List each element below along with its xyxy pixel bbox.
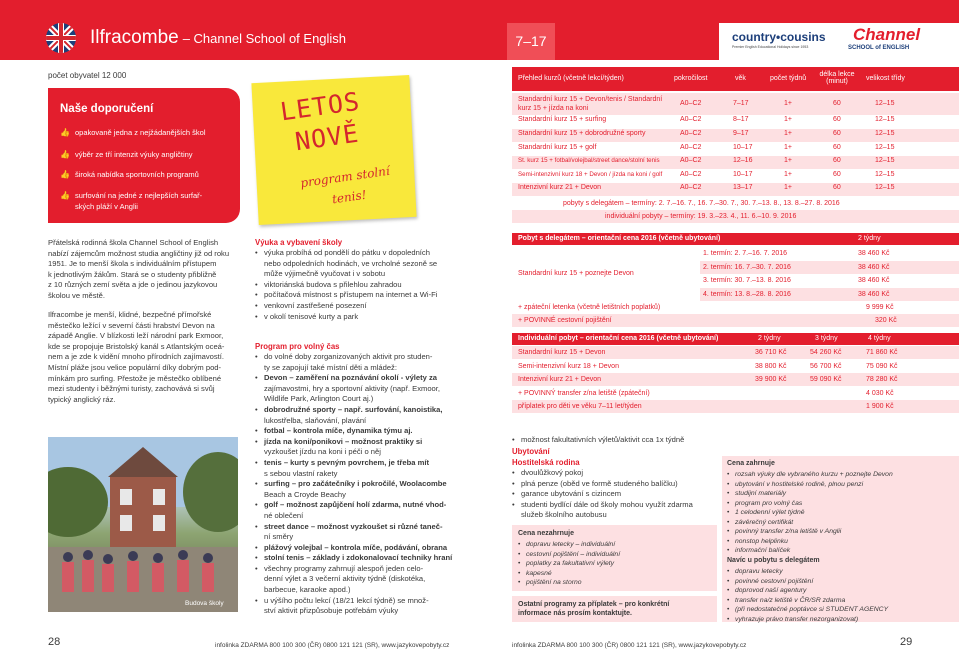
group-extra-price: 320 Kč (875, 317, 897, 324)
list-item: • dopravu letecky (727, 567, 957, 577)
includes-title: Cena zahrnuje (727, 460, 775, 467)
course-cell: 7–17 (733, 100, 749, 107)
equipment-list (255, 248, 450, 322)
other-programs-text: Ostatní programy za příplatek – pro konkrétní (518, 601, 670, 608)
footer-info-right: infolinka ZDARMA 800 100 300 (ČR) 0800 121 121 (SR), www.jazykovepobyty.cz (512, 642, 747, 649)
course-cell: 12–15 (875, 100, 895, 107)
list-item: • možnost fakultativních výletů/aktivit cca 1x týdně (512, 435, 717, 446)
list-item: • street dance – možnost vyzkoušet si různé taneč- ní směry (255, 522, 455, 543)
course-cell: 1+ (784, 130, 792, 137)
group-extra: + zpáteční letenka (včetně letištních poplatků) (518, 304, 661, 311)
photo-caption: Budova školy (185, 600, 224, 607)
courses-header: Přehled kurzů (včetně lekcí/týden) (518, 75, 624, 82)
group-extra-list (727, 567, 957, 624)
indiv-price: 39 900 Kč (755, 376, 787, 383)
thumbs-up-icon: 👍 (60, 128, 70, 137)
course-cell: 60 (833, 171, 841, 178)
list-item: • vyhrazuje právo transfer nezorganizovat) (727, 615, 957, 625)
group-extra: + POVINNÉ cestovní pojištění (518, 317, 612, 324)
course-cell: 12–15 (875, 171, 895, 178)
list-item: • ubytování v hostitelské rodině, plnou penzi (727, 480, 957, 490)
list-item: • fotbal – kontrola míče, dynamika týmu aj. (255, 426, 455, 437)
list-item: • dobrodružné sporty – např. surfování, kanoistika, lukostřelba, slaňování, plavání (255, 405, 455, 426)
course-cell: 8–17 (733, 116, 749, 123)
course-cell: 1+ (784, 157, 792, 164)
courses-header: věk (735, 75, 746, 82)
indiv-col: 4 týdny (868, 335, 891, 342)
list-item: • stolní tenis – základy i zdokonalovací techniky hraní (255, 553, 455, 564)
indiv-price: 54 260 Kč (810, 349, 842, 356)
course-cell: A0–C2 (680, 130, 702, 137)
equipment-title: Výuka a vybavení školy (255, 238, 343, 247)
note-line: tenis! (331, 187, 368, 207)
indiv-extra-price: 4 030 Kč (866, 390, 894, 397)
list-item: • surfing – pro začátečníky i pokročilé, Woolacombe Beach a Croyde Beachy (255, 479, 455, 500)
note-line: program stolní (299, 163, 391, 191)
list-item: • dopravu letecky – individuální (518, 540, 713, 550)
course-name: Standardní kurz 15 + Devon/tenis / Standardní kurz 15 + jízda na koni (518, 96, 663, 112)
group-term: 3. termín: 30. 7.–13. 8. 2016 (703, 277, 791, 284)
course-cell: 12–15 (875, 144, 895, 151)
list-item: • viktoriánská budova s přilehlou zahradou (255, 280, 450, 291)
list-item: • kapesné (518, 569, 713, 579)
group-term: 2. termín: 16. 7.–30. 7. 2016 (703, 264, 791, 271)
course-cell: A0–C2 (680, 184, 702, 191)
group-price-header-val: 2 týdny (858, 235, 881, 242)
group-dates: pobyty s delegátem – termíny: 2. 7.–16. 7., 16. 7.–30. 7., 30. 7.–13. 8., 13. 8.–27. 8. 2016 (563, 200, 840, 207)
uk-flag-icon (46, 23, 76, 53)
list-item: • plná penze (oběd ve formě studeného balíčku) (512, 479, 722, 490)
group-term: 4. termín: 13. 8.–28. 8. 2016 (703, 291, 791, 298)
list-item: • povinný transfer z/na letiště v Anglii (727, 527, 957, 537)
group-term-price: 38 460 Kč (858, 291, 890, 298)
accommodation-title: Ubytování (512, 447, 550, 456)
list-item: • všechny programy zahrnují alespoň jeden celo- denní výlet a 3 večerní aktivity týdně (diskotéka, barbecue, karaoke apod.) (255, 564, 455, 596)
list-item: • (při nedostatečné poptávce si STUDENT AGENCY (727, 605, 957, 615)
course-cell: 1+ (784, 184, 792, 191)
note-line: LETOS (278, 86, 362, 127)
course-cell: 60 (833, 100, 841, 107)
includes-list (727, 470, 957, 556)
course-cell: 12–16 (733, 157, 753, 164)
page-number-right: 29 (900, 636, 913, 648)
list-item: • transfer na/z letiště v ČR/SR zdarma (727, 596, 957, 606)
other-programs-text: informace nás prosím kontaktujte. (518, 610, 632, 617)
list-item: • tenis – kurty s pevným povrchem, je třeba mít s sebou vlastní rakety (255, 458, 455, 479)
page-title: Ilfracombe – Channel School of English (90, 27, 347, 48)
indiv-col: 3 týdny (815, 335, 838, 342)
list-item: • Devon – zaměření na poznávání okolí - výlety za zajímavostmi, hry a sportovní aktivity (např. Exmoor, Wildlife Park, Arlington Court aj.) (255, 373, 455, 405)
course-cell: A0–C2 (680, 171, 702, 178)
indiv-price: 38 800 Kč (755, 363, 787, 370)
course-name: Standardní kurz 15 + golf (518, 144, 597, 151)
trips-note (512, 435, 717, 446)
age-range-badge: 7–17 (507, 23, 555, 60)
course-cell: 60 (833, 157, 841, 164)
recommendation-item: 👍 široká nabídka sportovních programů (60, 170, 199, 179)
course-name: Standardní kurz 15 + dobrodružné sporty (518, 130, 646, 137)
course-name: St. kurz 15 + fotbal/volejbal/street dance/stolní tenis (518, 157, 660, 164)
course-cell: A0–C2 (680, 144, 702, 151)
course-cell: 1+ (784, 171, 792, 178)
thumbs-up-icon: 👍 (60, 150, 70, 159)
list-item: • studijní materiály (727, 489, 957, 499)
list-item: • 1 celodenní výlet týdně (727, 508, 957, 518)
indiv-price: 56 700 Kč (810, 363, 842, 370)
indiv-price: 75 090 Kč (866, 363, 898, 370)
population: počet obyvatel 12 000 (48, 71, 127, 80)
group-extra-price: 9 999 Kč (866, 304, 894, 311)
course-cell: 12–15 (875, 184, 895, 191)
list-item: • povinné cestovní pojištění (727, 577, 957, 587)
accommodation-list (512, 468, 722, 521)
group-extra-title: Navíc u pobytu s delegátem (727, 557, 820, 564)
accommodation-sub: Hostitelská rodina (512, 458, 580, 467)
list-item: • doprovod naší agentury (727, 586, 957, 596)
indiv-row-label: Intenzivní kurz 21 + Devon (518, 376, 602, 383)
list-item: • v okolí tenisové kurty a park (255, 312, 450, 323)
course-cell: 60 (833, 184, 841, 191)
courses-header: počet týdnů (770, 75, 807, 82)
indiv-price: 36 710 Kč (755, 349, 787, 356)
course-cell: A0–C2 (680, 116, 702, 123)
indiv-extra: + POVINNÝ transfer z/na letiště (zpáteční) (518, 390, 650, 397)
country-cousins-tagline: Premier English Educational Holidays since 1953 (732, 45, 809, 49)
courses-header: pokročilost (674, 75, 708, 82)
course-cell: 12–15 (875, 157, 895, 164)
list-item: • program pro volný čas (727, 499, 957, 509)
course-cell: 1+ (784, 100, 792, 107)
course-cell: A0–C2 (680, 100, 702, 107)
list-item: • závěrečný certifikát (727, 518, 957, 528)
list-item: • studenti bydlící dále od školy mohou využít zdarma služeb školního autobusu (512, 500, 722, 521)
thumbs-up-icon: 👍 (60, 191, 70, 200)
program-title: Program pro volný čas (255, 342, 340, 351)
list-item: • plážový volejbal – kontrola míče, podávání, obrana (255, 543, 455, 554)
recommendation-item: 👍 výběr ze tří intenzit výuky angličtiny (60, 150, 193, 159)
course-cell: 12–15 (875, 116, 895, 123)
course-name: Standardní kurz 15 + surfing (518, 116, 607, 123)
list-item: • venkovní zastřešené posezení (255, 301, 450, 312)
list-item: • golf – možnost zapůjčení holí zdarma, nutné vhod- né oblečení (255, 500, 455, 521)
town-paragraph: Ilfracombe je menší, klidné, bezpečné přímořské městečko ležící v severní části hrabství Devon na západě Anglie. V blízkosti leží národní park Exmoor, kde se propojuje Bristolský kanál s Atlantským oceá- nem a je zde k vidění mnoho přírodních zajímavostí. Místní pláže jsou velice populární díky dobrým pod- mínkám pro surfing. Přestože je městečko oblíbené mezi studenty i běžnými turisty, zachovává si svůj typický anglický ráz. (48, 310, 225, 404)
indiv-extra-price: 1 900 Kč (866, 403, 894, 410)
group-term-price: 38 460 Kč (858, 250, 890, 257)
course-name: Intenzivní kurz 21 + Devon (518, 184, 602, 191)
intro-paragraph: Přátelská rodinná škola Channel School of English nabízí zájemcům možnost studia angličtiny již od roku 1951. Je to menší škola s individuálním přístupem k jednotlivým žákům. Stará se o studenty přibližně z 10 různých zemí světa a jde o jedinou jazykovou školou ve městě. (48, 238, 230, 300)
channel-school-tagline: SCHOOL of ENGLISH (848, 45, 910, 51)
list-item: • pojištění na storno (518, 578, 713, 588)
course-cell: 1+ (784, 116, 792, 123)
indiv-extra: příplatek pro děti ve věku 7–11 let/týden (518, 403, 642, 410)
indiv-price: 78 280 Kč (866, 376, 898, 383)
indiv-price: 59 090 Kč (810, 376, 842, 383)
group-term-price: 38 460 Kč (858, 277, 890, 284)
list-item: • u výšího počtu lekcí (18/21 lekcí týdně) se množ- ství aktivit přizpůsobuje potřebám výuky (255, 596, 455, 617)
course-cell: 9–17 (733, 130, 749, 137)
courses-header: velikost třídy (866, 75, 905, 82)
list-item: • jízda na koni/ponikovi – možnost praktiky si vyzkoušet jízdu na koni i péči o něj (255, 437, 455, 458)
list-item: • dvoulůžkový pokoj (512, 468, 722, 479)
note-line: NOVĚ (293, 118, 361, 157)
excludes-list (518, 540, 713, 588)
group-price-header: Pobyt s delegátem – orientační cena 2016 (včetně ubytování) (518, 235, 721, 242)
school-building-photo (48, 437, 238, 612)
indiv-price-header: Individuální pobyt – orientační cena 2016 (včetně ubytování) (518, 335, 719, 342)
group-course: Standardní kurz 15 + poznejte Devon (518, 270, 634, 277)
list-item: • do volné doby zorganizovaných aktivit pro studen- ty se zapojují také místní děti a mládež: (255, 352, 455, 373)
course-cell: 13–17 (733, 184, 753, 191)
page-number-left: 28 (48, 636, 61, 648)
list-item: • poplatky za fakultativní výlety (518, 559, 713, 569)
recommendation-item: 👍 opakovaně jedna z nejžádanějších škol (60, 128, 206, 137)
courses-header: délka lekce (minut) (819, 71, 855, 85)
group-term: 1. termín: 2. 7.–16. 7. 2016 (703, 250, 788, 257)
footer-info-left: infolinka ZDARMA 800 100 300 (ČR) 0800 121 121 (SR), www.jazykovepobyty.cz (215, 642, 450, 649)
thumbs-up-icon: 👍 (60, 170, 70, 179)
list-item: • nonstop helplinku (727, 537, 957, 547)
list-item: • informační balíček (727, 546, 957, 556)
course-cell: 1+ (784, 144, 792, 151)
list-item: • garance ubytování s cizincem (512, 489, 722, 500)
list-item: • výuka probíhá od pondělí do pátku v dopoledních nebo odpoledních hodinách, ve vrcholné sezoně se může výjimečně vyučovat i v sobotu (255, 248, 450, 280)
course-cell: A0–C2 (680, 157, 702, 164)
recommendation-item: 👍 surfování na jedné z nejlepších surfař- (60, 191, 203, 200)
country-cousins-logo: country•cousins (732, 30, 826, 44)
course-cell: 60 (833, 144, 841, 151)
course-cell: 10–17 (733, 171, 753, 178)
recommendation-item-cont: ských pláží v Anglii (75, 202, 138, 211)
channel-school-logo: Channel (853, 25, 921, 44)
list-item: • rozsah výuky dle vybraného kurzu + poznejte Devon (727, 470, 957, 480)
course-cell: 60 (833, 130, 841, 137)
course-cell: 12–15 (875, 130, 895, 137)
course-cell: 60 (833, 116, 841, 123)
other-programs-box (512, 596, 717, 622)
indiv-col: 2 týdny (758, 335, 781, 342)
indiv-row-label: Semi-intenzivní kurz 18 + Devon (518, 363, 619, 370)
list-item: • cestovní pojištění – individuální (518, 550, 713, 560)
recommendation-title: Naše doporučení (60, 103, 154, 115)
excludes-title: Cena nezahrnuje (518, 530, 575, 537)
course-name: Semi-intenzivní kurz 18 + Devon / jízda na koni / golf (518, 171, 663, 178)
program-list (255, 352, 455, 617)
group-term-price: 38 460 Kč (858, 264, 890, 271)
indiv-dates: individuální pobyty – termíny: 19. 3.–23. 4., 11. 6.–10. 9. 2016 (605, 213, 797, 220)
indiv-price: 71 860 Kč (866, 349, 898, 356)
list-item: • počítačová místnost s přístupem na internet a Wi-Fi (255, 290, 450, 301)
course-cell: 10–17 (733, 144, 753, 151)
indiv-row-label: Standardní kurz 15 + Devon (518, 349, 606, 356)
